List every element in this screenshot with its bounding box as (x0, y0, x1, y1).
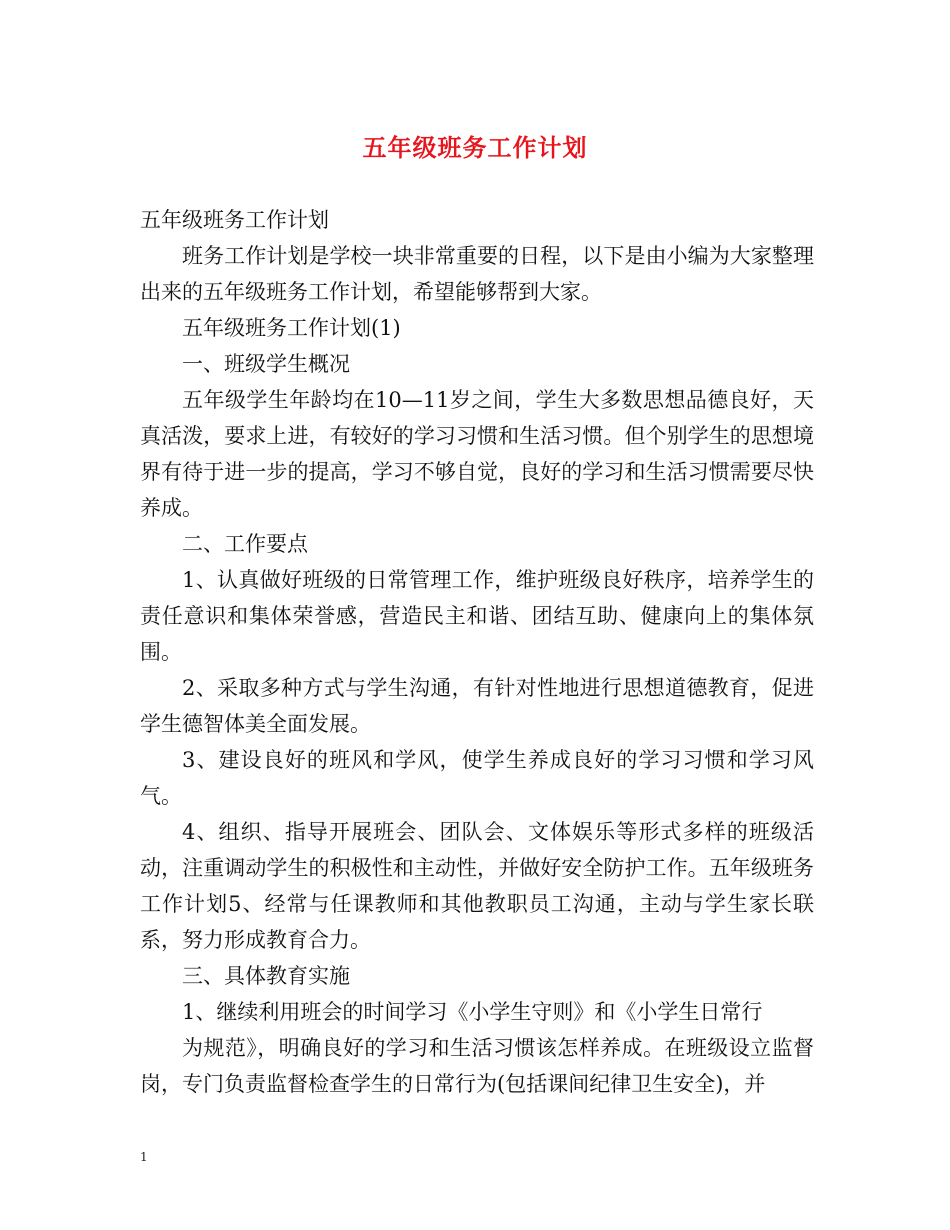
paragraph-implementation-1b: 为规范》，明确良好的学习和生活习惯该怎样养成。在班级设立监督岗，专门负责监督检查学生的日常行为(包括课间纪律卫生安全)，并 (140, 1036, 814, 1096)
paragraph-student-overview: 五年级学生年龄均在10—11岁之间，学生大多数思想品德良好，天真活泼，要求上进，有较好的学习习惯和生活习惯。但个别学生的思想境界有待于进一步的提高，学习不够自觉，良好的学习和生活习惯需要尽快养成。 (140, 388, 814, 520)
paragraph-plan-1-heading: 五年级班务工作计划(1) (182, 316, 401, 340)
paragraph-work-point-2: 2、采取多种方式与学生沟通，有针对性地进行思想道德教育，促进学生德智体美全面发展。 (140, 676, 814, 736)
paragraph-work-point-1: 1、认真做好班级的日常管理工作，维护班级良好秩序，培养学生的责任意识和集体荣誉感，营造民主和谐、团结互助、健康向上的集体氛围。 (140, 568, 814, 664)
paragraph-work-point-4: 4、组织、指导开展班会、团队会、文体娱乐等形式多样的班级活动，注重调动学生的积极性和主动性，并做好安全防护工作。五年级班务工作计划5、经常与任课教师和其他教职员工沟通，主动与学生家长联系，努力形成教育合力。 (140, 820, 814, 952)
section-heading-student-overview: 一、班级学生概况 (182, 352, 350, 376)
paragraph-implementation-1a: 1、继续利用班会的时间学习《小学生守则》和《小学生日常行 (182, 1000, 763, 1024)
section-heading-work-points: 二、工作要点 (182, 532, 308, 556)
section-heading-implementation: 三、具体教育实施 (182, 964, 350, 988)
paragraph-work-point-3: 3、建设良好的班风和学风，使学生养成良好的学习习惯和学习风气。 (140, 748, 814, 808)
document-title: 五年级班务工作计划 (362, 133, 588, 162)
paragraph-intro: 班务工作计划是学校一块非常重要的日程，以下是由小编为大家整理出来的五年级班务工作计划，希望能够帮到大家。 (140, 244, 814, 304)
page-number: 1 (140, 1150, 148, 1164)
document-body (140, 202, 814, 1102)
paragraph-heading: 五年级班务工作计划 (140, 208, 329, 232)
